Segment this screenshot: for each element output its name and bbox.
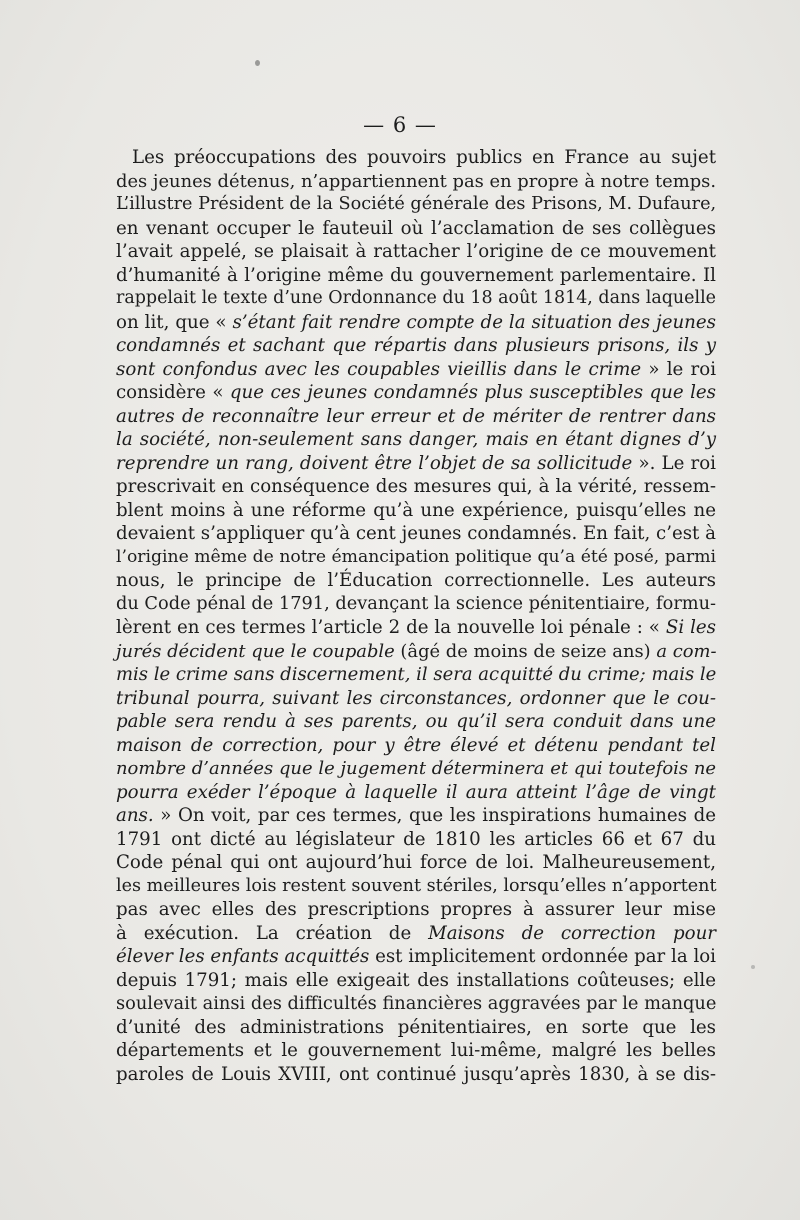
text-run: lèrent en ces termes l’article 2 de la nouvelle loi pénale : « xyxy=(116,617,666,638)
italic-text: autres de reconnaître leur erreur et de mériter de rentrer dans xyxy=(116,405,716,427)
italic-text: reprendre un rang, doivent être l’objet de sa sollicitude xyxy=(116,452,633,474)
text-run: L’illustre Président de la Société générale des Prisons, M. Dufaure, xyxy=(116,194,717,214)
italic-text: pable sera rendu à ses parents, ou qu’il sera conduit dans une xyxy=(116,711,716,732)
italic-text: pourra exéder l’époque à laquelle il aura atteint l’âge de vingt xyxy=(116,781,716,803)
text-line xyxy=(116,287,716,311)
text-line xyxy=(116,358,716,382)
text-run: Les préoccupations des pouvoirs publics en France au sujet xyxy=(132,147,716,168)
text-line xyxy=(116,945,716,969)
text-line xyxy=(116,875,716,899)
italic-text: la société, non-seulement sans danger, mais en étant dignes d’y xyxy=(116,429,716,450)
text-run: » le roi xyxy=(641,358,717,380)
paper-speck xyxy=(751,965,755,969)
text-line xyxy=(116,781,716,805)
italic-text: condamnés et sachant que répartis dans plusieurs prisons, ils y xyxy=(116,335,716,356)
text-run: départements et le gouvernement lui-même, malgré les belles xyxy=(116,1040,716,1061)
text-line xyxy=(116,146,716,170)
text-line xyxy=(116,311,716,335)
page-number: — 6 — xyxy=(363,113,437,137)
italic-text: nombre d’années que le jugement déterminera et qui toutefois ne xyxy=(116,758,716,779)
text-line xyxy=(116,193,716,217)
text-line xyxy=(116,616,716,640)
text-run: l’origine même de notre émancipation politique qu’a été posé, parmi xyxy=(116,546,716,567)
text-line xyxy=(116,264,716,288)
text-line xyxy=(116,170,716,194)
text-line xyxy=(116,640,716,664)
body-text xyxy=(116,146,716,1086)
text-line xyxy=(116,546,716,570)
italic-text: a com- xyxy=(656,640,717,662)
text-line xyxy=(116,922,716,946)
text-run: ». Le roi xyxy=(632,452,716,474)
text-line xyxy=(116,687,716,711)
text-run: l’avait appelé, se plaisait à rattacher l’origine de ce mouvement xyxy=(116,241,716,262)
text-line xyxy=(116,334,716,358)
text-line xyxy=(116,1039,716,1063)
text-line xyxy=(116,405,716,429)
text-run: rappelait le texte d’une Ordonnance du 18 août 1814, dans laquelle xyxy=(116,288,716,308)
text-run: on lit, que « xyxy=(116,311,233,333)
text-run: » On voit, par ces termes, que les inspirations humaines de xyxy=(153,805,716,826)
text-run: considère « xyxy=(116,382,230,403)
text-line xyxy=(116,452,716,476)
text-line xyxy=(116,1063,716,1087)
italic-text: ans. xyxy=(116,805,154,826)
italic-text: Maisons de correction pour xyxy=(428,922,717,944)
text-line xyxy=(116,992,716,1016)
text-line xyxy=(116,969,716,993)
italic-text: s’étant fait rendre compte de la situation des jeunes xyxy=(232,311,716,333)
text-run: en venant occuper le fauteuil où l’acclamation de ses collègues xyxy=(116,217,716,239)
italic-text: jurés décident que le coupable xyxy=(116,640,395,662)
italic-text: élever les enfants acquittés xyxy=(116,946,370,967)
text-run: est implicitement ordonnée par la loi xyxy=(369,946,716,967)
text-run: nous, le principe de l’Éducation correctionnelle. Les auteurs xyxy=(116,570,716,591)
text-line xyxy=(116,522,716,546)
paper-speck xyxy=(255,60,260,66)
italic-text: Si les xyxy=(665,617,716,638)
text-run: à exécution. La création de xyxy=(116,922,429,944)
text-line xyxy=(116,804,716,828)
text-run: prescrivait en conséquence des mesures qui, à la vérité, ressem- xyxy=(116,476,716,497)
text-line xyxy=(116,757,716,781)
text-line xyxy=(116,217,716,241)
text-line xyxy=(116,499,716,523)
italic-text: mis le crime sans discernement, il sera acquitté du crime; mais le xyxy=(116,664,717,685)
text-run: d’humanité à l’origine même du gouvernement parlementaire. Il xyxy=(116,264,716,286)
text-line xyxy=(116,593,716,617)
text-run: depuis 1791; mais elle exigeait des installations coûteuses; elle xyxy=(116,969,716,991)
italic-text: sont confondus avec les coupables vieillis dans le crime xyxy=(116,358,642,380)
text-run: soulevait ainsi des difficultés financières aggravées par le manque xyxy=(116,993,717,1014)
text-run: Code pénal qui ont aujourd’hui force de loi. Malheureusement, xyxy=(116,852,716,873)
text-run: blent moins à une réforme qu’à une expérience, puisqu’elles ne xyxy=(116,499,716,521)
text-line xyxy=(116,240,716,264)
text-line xyxy=(116,710,716,734)
text-line xyxy=(116,734,716,758)
italic-text: que ces jeunes condamnés plus susceptibles que les xyxy=(229,382,716,403)
text-line xyxy=(116,898,716,922)
text-line xyxy=(116,663,716,687)
text-line xyxy=(116,828,716,852)
text-run: des jeunes détenus, n’appartiennent pas en propre à notre temps. xyxy=(116,170,717,192)
text-run: paroles de Louis XVIII, ont continué jusqu’après 1830, à se dis- xyxy=(116,1063,716,1085)
italic-text: tribunal pourra, suivant les circonstances, ordonner que le cou- xyxy=(116,687,716,709)
text-run: devaient s’appliquer qu’à cent jeunes condamnés. En fait, c’est à xyxy=(116,523,716,544)
text-line xyxy=(116,1016,716,1040)
text-line xyxy=(116,475,716,499)
text-run: pas avec elles des prescriptions propres à assurer leur mise xyxy=(116,899,716,920)
text-run: d’unité des administrations pénitentiaires, en sorte que les xyxy=(116,1016,716,1038)
text-line xyxy=(116,851,716,875)
text-run: (âgé de moins de seize ans) xyxy=(394,640,657,662)
text-run: 1791 ont dicté au législateur de 1810 les articles 66 et 67 du xyxy=(116,828,716,850)
text-line xyxy=(116,569,716,593)
text-line xyxy=(116,428,716,452)
text-line xyxy=(116,381,716,405)
text-run: du Code pénal de 1791, devançant la science pénitentiaire, formu- xyxy=(116,593,717,614)
italic-text: maison de correction, pour y être élevé et détenu pendant tel xyxy=(116,734,716,756)
text-run: les meilleures lois restent souvent stériles, lorsqu’elles n’apportent xyxy=(116,875,717,896)
